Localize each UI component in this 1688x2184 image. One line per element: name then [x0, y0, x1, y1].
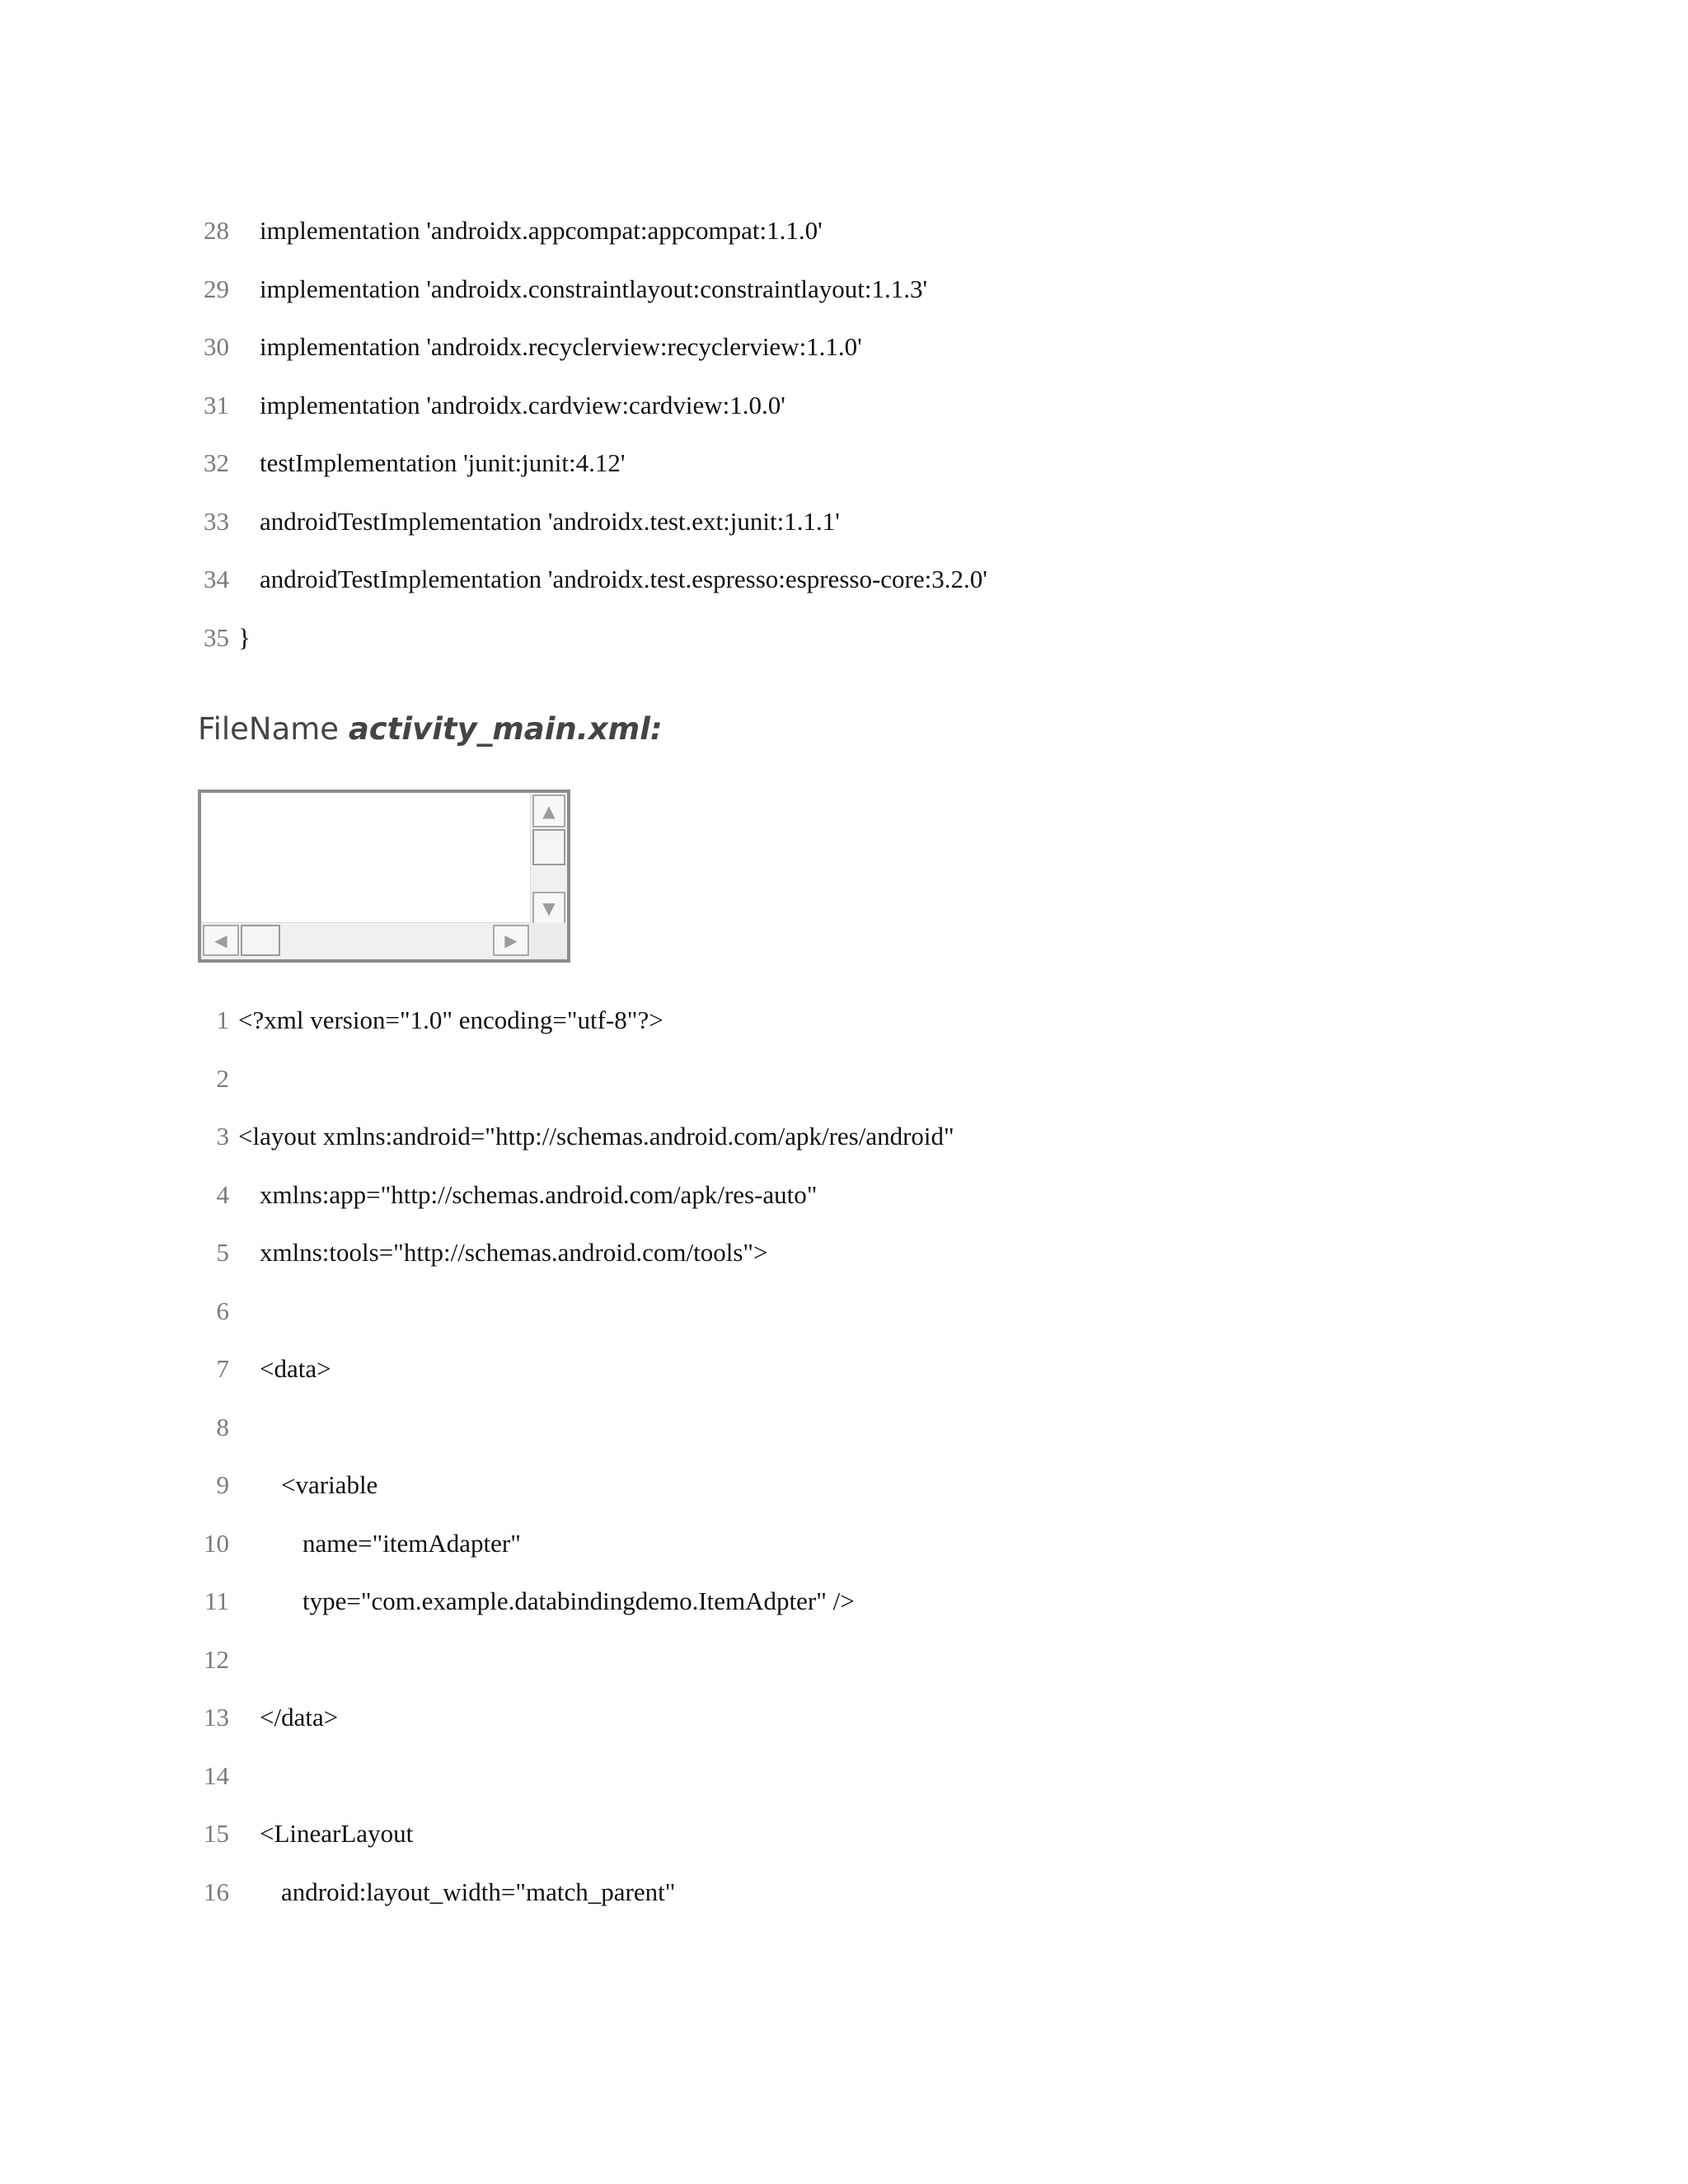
code-line [0, 218, 1688, 276]
code-text: type="com.example.databindingdemo.ItemAdpter" /> [302, 1586, 855, 1615]
code-line [0, 1356, 1688, 1414]
code-text: name="itemAdapter" [302, 1528, 521, 1558]
code-line [0, 1298, 1688, 1357]
code-line [0, 506, 1688, 567]
line-number: 29 [204, 274, 229, 303]
code-line [0, 1704, 1688, 1763]
scroll-right-icon[interactable]: ▶ [493, 925, 529, 956]
line-number: 14 [204, 1760, 229, 1790]
code-line [0, 1760, 1688, 1821]
code-text: implementation 'androidx.recyclerview:recyclerview:1.1.0' [260, 332, 862, 361]
code-line [0, 334, 1688, 392]
code-text: androidTestImplementation 'androidx.test.espresso:espresso-core:3.2.0' [260, 565, 987, 593]
code-text: androidTestImplementation 'androidx.test.ext:junit:1.1.1' [260, 506, 840, 536]
code-text: <?xml version="1.0" encoding="utf-8"?> [238, 1005, 663, 1034]
code-text: implementation 'androidx.constraintlayout:constraintlayout:1.1.3' [260, 274, 928, 303]
line-number: 28 [204, 216, 229, 245]
line-number: 30 [204, 332, 229, 361]
horizontal-scrollbar[interactable] [201, 922, 531, 959]
code-text: <data> [260, 1354, 331, 1383]
scroll-up-icon[interactable]: ▲ [532, 794, 565, 827]
code-line [0, 1414, 1688, 1473]
code-line [0, 1588, 1688, 1647]
code-line [0, 450, 1688, 509]
line-number: 10 [204, 1528, 229, 1558]
code-line [0, 1530, 1688, 1589]
horizontal-scroll-thumb[interactable] [241, 925, 280, 956]
code-block-activity-main-xml [0, 1007, 1688, 1937]
code-text: <variable [281, 1470, 378, 1499]
scroll-left-icon[interactable]: ◀ [203, 925, 239, 956]
line-number: 16 [204, 1877, 229, 1906]
code-text: xmlns:app="http://schemas.android.com/apk/res-auto" [260, 1179, 818, 1209]
code-text: xmlns:tools="http://schemas.android.com/tools"> [260, 1238, 768, 1267]
line-number: 3 [216, 1122, 229, 1151]
scroll-down-icon[interactable]: ▼ [532, 892, 565, 925]
code-text: implementation 'androidx.appcompat:appcompat:1.1.0' [260, 216, 823, 245]
code-block-dependencies [0, 218, 1688, 682]
vertical-scrollbar[interactable] [530, 793, 567, 926]
code-text: <layout xmlns:android="http://schemas.android.com/apk/res/android" [238, 1122, 954, 1151]
line-number: 8 [216, 1412, 229, 1441]
line-number: 9 [216, 1470, 229, 1499]
vertical-scroll-thumb[interactable] [532, 829, 565, 865]
code-line [0, 1879, 1688, 1938]
line-number: 2 [216, 1063, 229, 1093]
line-number: 6 [216, 1296, 229, 1325]
line-number: 1 [216, 1005, 229, 1034]
line-number: 13 [204, 1703, 229, 1732]
line-number: 4 [216, 1179, 229, 1209]
filename-prefix: FileName [198, 711, 349, 747]
code-line [0, 1123, 1688, 1182]
line-number: 34 [204, 565, 229, 593]
filename: activity_main.xml: [348, 711, 663, 747]
line-number: 33 [204, 506, 229, 536]
code-line [0, 566, 1688, 625]
code-line [0, 1472, 1688, 1530]
code-text: implementation 'androidx.cardview:cardview:1.0.0' [260, 390, 785, 419]
code-line [0, 1179, 1688, 1240]
line-number: 35 [204, 622, 229, 652]
filename-heading [198, 711, 663, 747]
code-line [0, 276, 1688, 335]
line-number: 32 [204, 448, 229, 477]
line-number: 11 [204, 1586, 229, 1615]
line-number: 12 [204, 1644, 229, 1674]
code-text: } [238, 622, 251, 652]
scrollbar-corner [531, 923, 567, 959]
embedded-scroll-box[interactable] [198, 790, 570, 963]
code-line [0, 1821, 1688, 1879]
code-line [0, 1240, 1688, 1298]
code-text: testImplementation 'junit:junit:4.12' [260, 448, 626, 477]
line-number: 31 [204, 390, 229, 419]
line-number: 5 [216, 1238, 229, 1267]
code-line [0, 392, 1688, 451]
line-number: 7 [216, 1354, 229, 1383]
code-text: <LinearLayout [260, 1819, 414, 1848]
code-text: </data> [260, 1703, 339, 1732]
code-text: android:layout_width="match_parent" [281, 1877, 676, 1906]
code-line [0, 1063, 1688, 1124]
line-number: 15 [204, 1819, 229, 1848]
code-line [0, 1007, 1688, 1066]
code-line [0, 1644, 1688, 1705]
code-line [0, 622, 1688, 683]
